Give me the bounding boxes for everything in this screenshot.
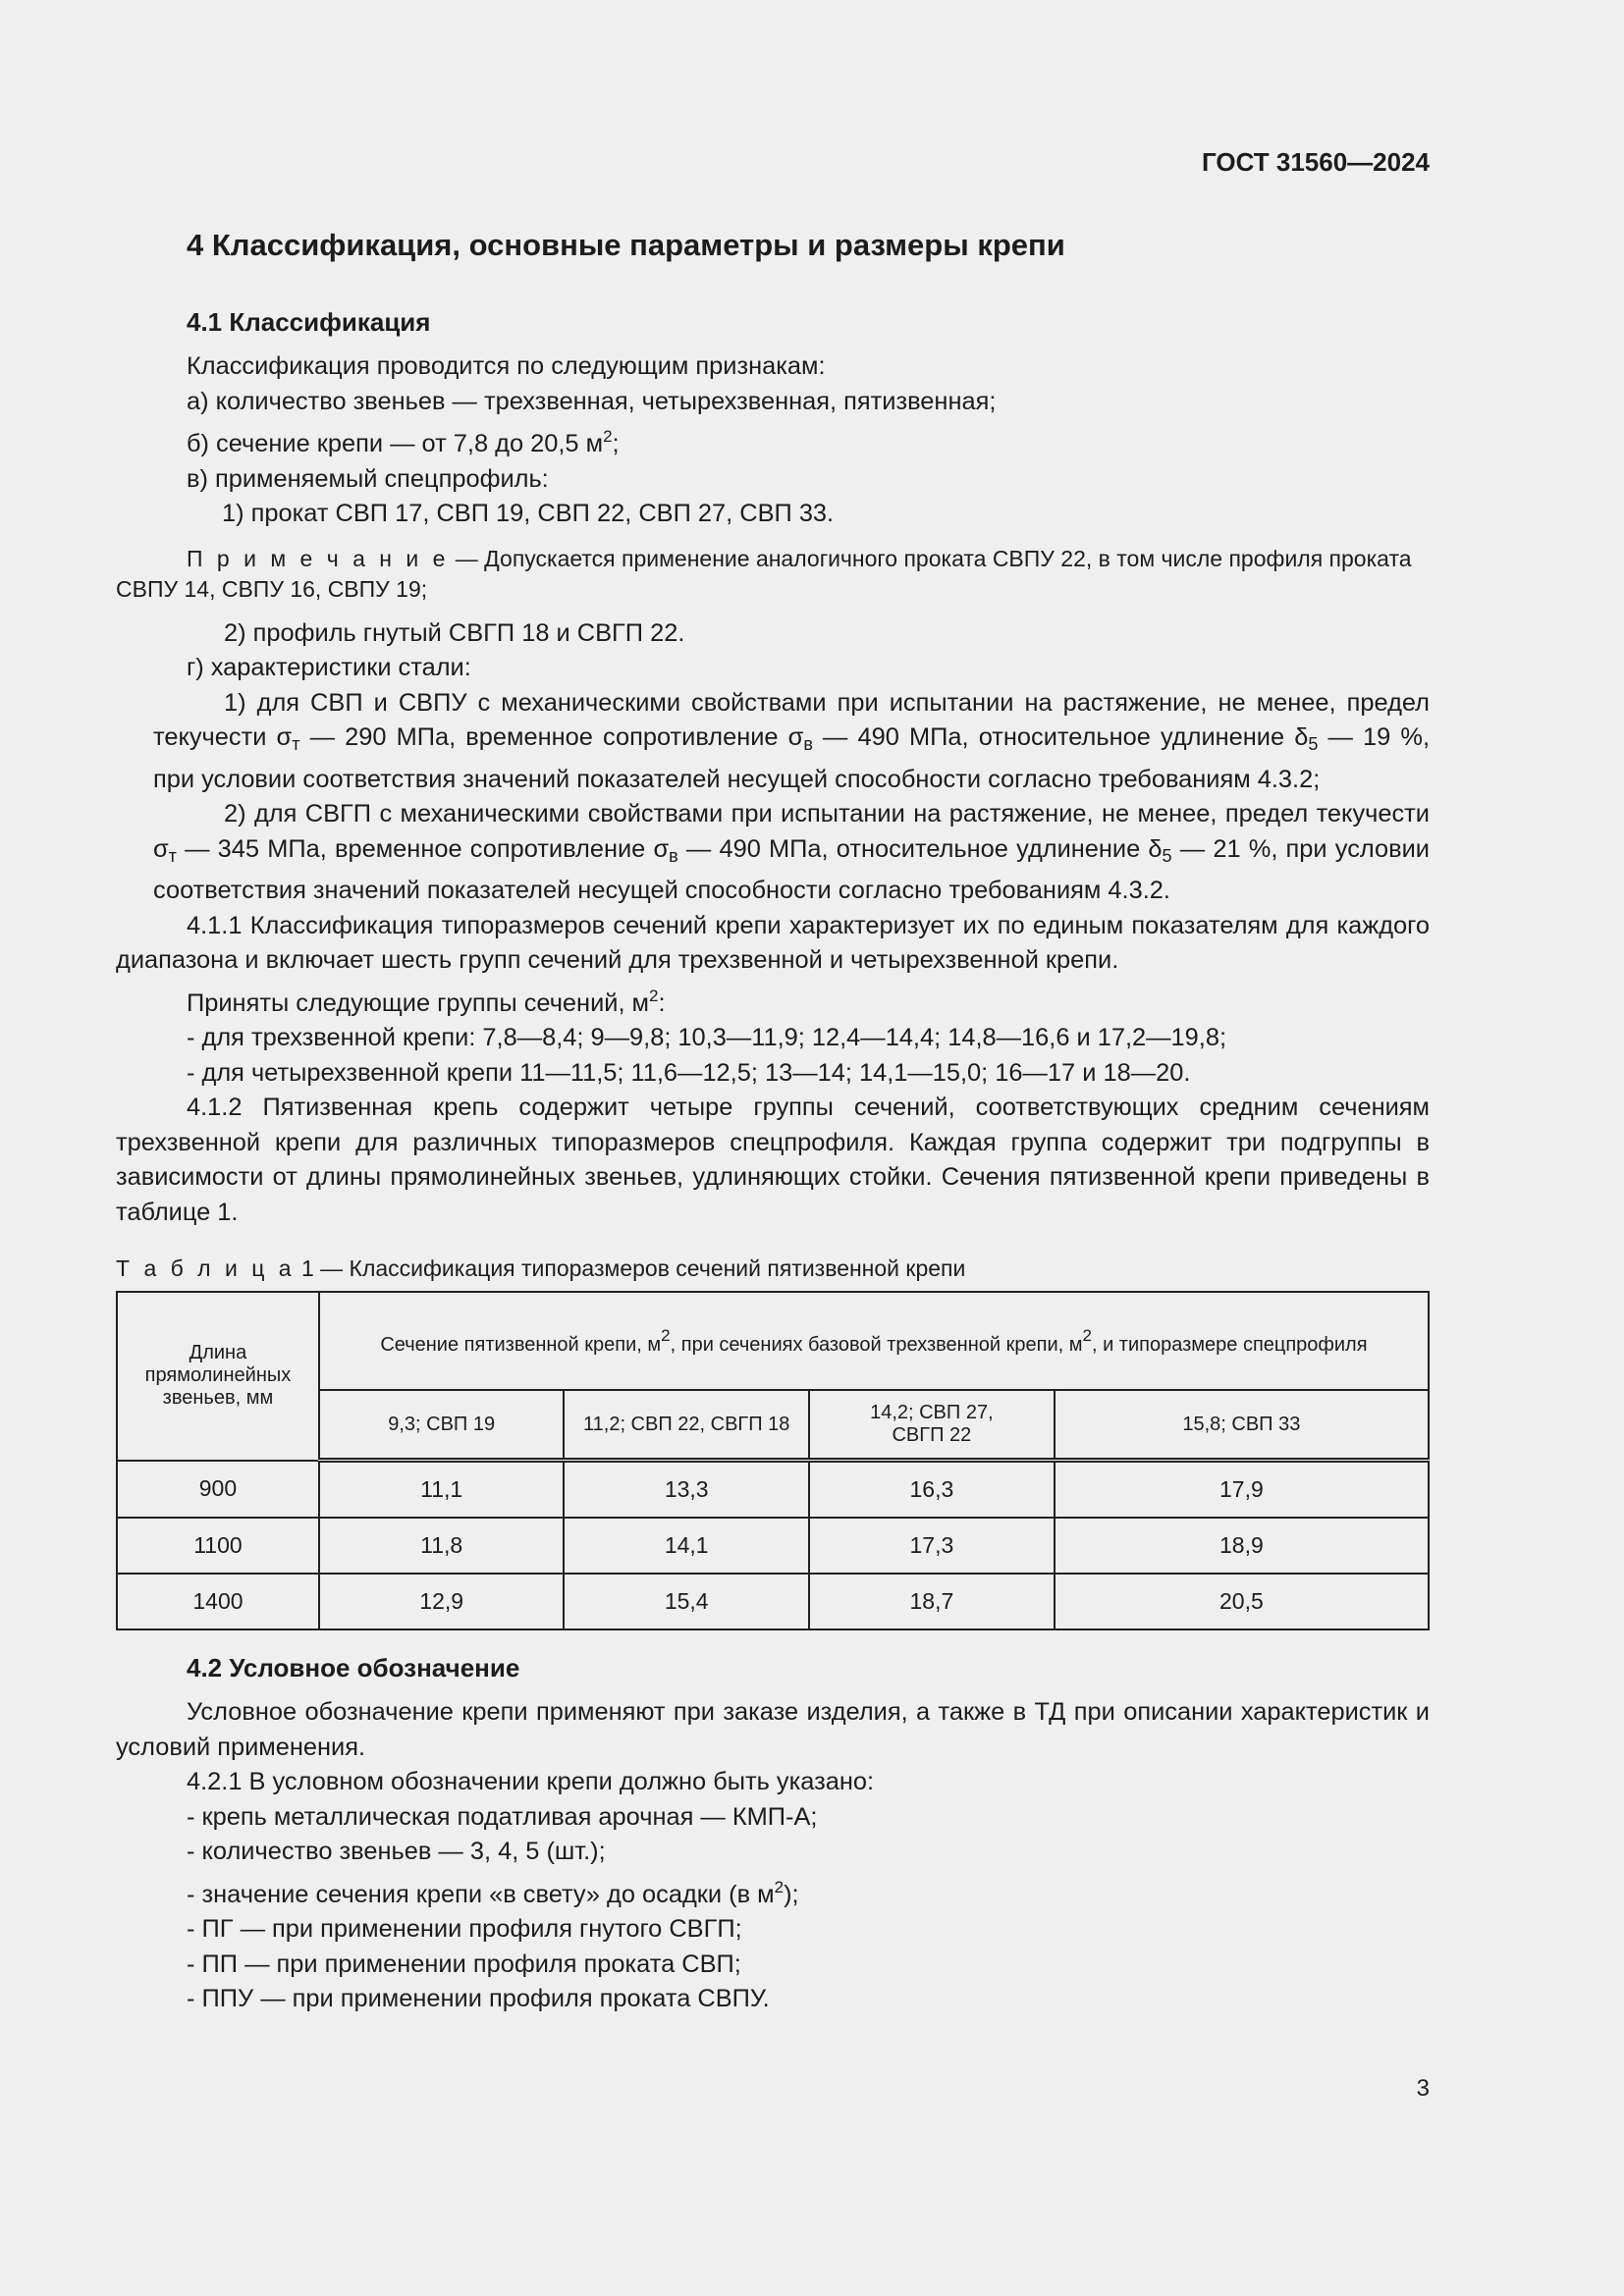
classification-table xyxy=(116,1291,1430,1630)
header-subcol: 11,2; СВП 22, СВГП 18 xyxy=(564,1390,809,1461)
designation-item: - ПГ — при применении профиля гнутого СВГП; xyxy=(187,1915,742,1943)
designation-intro: Условное обозначение крепи применяют при заказе изделия, а также в ТД при описании характеристик и условий применения. xyxy=(116,1698,1430,1761)
table-cell: 12,9 xyxy=(319,1574,565,1629)
designation-item: - ПП — при применении профиля проката СВП; xyxy=(187,1949,741,1978)
page-number: 3 xyxy=(1416,2075,1430,2102)
table-row xyxy=(117,1461,1429,1519)
table-caption-label: Т а б л и ц а xyxy=(116,1255,296,1281)
list-item-b xyxy=(116,419,1430,462)
table-cell: 11,8 xyxy=(319,1518,565,1574)
header-section-span xyxy=(319,1292,1429,1390)
table-cell: 18,7 xyxy=(809,1574,1055,1629)
superscript: 2 xyxy=(603,427,613,446)
header-length: Длина прямолинейных звеньев, мм xyxy=(117,1292,319,1461)
table-cell: 17,3 xyxy=(809,1518,1055,1574)
g1-part3: — 490 МПа, относительное удлинение δ xyxy=(812,723,1309,751)
subscript: в xyxy=(669,845,678,866)
superscript: 2 xyxy=(774,1877,785,1896)
table-cell: 14,1 xyxy=(564,1518,809,1574)
document-code: ГОСТ 31560—2024 xyxy=(1202,147,1430,177)
list-item-v1: 1) прокат СВП 17, СВП 19, СВП 22, СВП 27, СВП 33. xyxy=(222,500,835,527)
superscript: 2 xyxy=(661,1325,671,1345)
g1-part2: — 290 МПа, временное сопротивление σ xyxy=(299,723,804,751)
groups-four-link: - для четырехзвенной крепи 11—11,5; 11,6—12,5; 13—14; 14,1—15,0; 16—17 и 18—20. xyxy=(187,1058,1191,1087)
table-caption-text: 1 — Классификация типоразмеров сечений пятизвенной крепи xyxy=(295,1255,966,1281)
page-content xyxy=(116,222,1430,2017)
table-cell: 17,9 xyxy=(1055,1461,1429,1519)
paragraph-4-1-1: 4.1.1 Классификация типоразмеров сечений крепи характеризует их по единым показателям для каждого диапазона и включает шесть групп сечений для трехзвенной и четырехзвенной крепи. xyxy=(116,911,1430,974)
list-item-g1 xyxy=(116,686,1430,798)
groups-intro xyxy=(116,979,1430,1022)
superscript: 2 xyxy=(649,986,659,1005)
note-label: П р и м е ч а н и е xyxy=(187,545,450,571)
list-item-g: г) характеристики стали: xyxy=(187,654,471,681)
table-cell: 15,4 xyxy=(564,1574,809,1629)
g2-part1: 2) для СВГП с механическими свойствами при испытании на растяжение, не менее, предел текучести σ xyxy=(153,800,1430,863)
designation-item-text: - значение сечения крепи «в свету» до осадки (в м xyxy=(187,1880,775,1908)
table-cell: 20,5 xyxy=(1055,1574,1429,1629)
superscript: 2 xyxy=(1082,1325,1092,1345)
table-row xyxy=(117,1574,1429,1629)
paragraph-4-1-2: 4.1.2 Пятизвенная крепь содержит четыре группы сечений, соответствующих средним сечениям трехзвенной крепи для различных типоразмеров спецпрофиля. Каждая группа содержит три подгруппы в зависимости от длины прямолинейных звеньев, удлиняющих стойки. Сечения пятизвенной крепи приведены в таблице 1. xyxy=(116,1094,1430,1226)
table-cell: 900 xyxy=(117,1461,319,1519)
groups-three-link: - для трехзвенной крепи: 7,8—8,4; 9—9,8; 10,3—11,9; 12,4—14,4; 14,8—16,6 и 17,2—19,8; xyxy=(187,1024,1227,1051)
section-4-title: 4 Классификация, основные параметры и размеры крепи xyxy=(187,228,1065,262)
table-cell: 13,3 xyxy=(564,1461,809,1519)
table-row xyxy=(117,1518,1429,1574)
subscript: т xyxy=(168,845,177,866)
list-item-g2 xyxy=(116,797,1430,909)
header-subcol: 15,8; СВП 33 xyxy=(1055,1390,1429,1461)
note-text: — Допускается применение аналогичного проката СВПУ 22, в том числе профиля проката СВПУ 14, СВПУ 16, СВПУ 19; xyxy=(116,545,1412,602)
subscript: 5 xyxy=(1162,845,1172,866)
subsection-4-2-title: 4.2 Условное обозначение xyxy=(187,1653,520,1682)
list-item-v2: 2) профиль гнутый СВГП 18 и СВГП 22. xyxy=(224,618,685,647)
designation-item-end: ); xyxy=(784,1880,799,1908)
header-span-text: , при сечениях базовой трехзвенной крепи, м xyxy=(670,1333,1083,1356)
subscript: в xyxy=(803,734,813,754)
classification-intro: Классификация проводится по следующим признакам: xyxy=(187,352,826,380)
list-item-b-end: ; xyxy=(612,430,620,457)
designation-item xyxy=(116,1870,1430,1913)
designation-item: - крепь металлическая податливая арочная — КМП-А; xyxy=(187,1802,818,1831)
table-cell: 1100 xyxy=(117,1518,319,1574)
note xyxy=(116,544,1430,605)
header-span-text: , и типоразмере спецпрофиля xyxy=(1091,1333,1368,1356)
g1-part1: 1) для СВП и СВПУ с механическими свойствами при испытании на растяжение, не менее, предел текучести σ xyxy=(153,688,1430,751)
subscript: т xyxy=(292,734,300,754)
table-cell: 18,9 xyxy=(1055,1518,1429,1574)
g2-part2: — 345 МПа, временное сопротивление σ xyxy=(176,834,670,863)
list-item-a: а) количество звеньев — трехзвенная, четырехзвенная, пятизвенная; xyxy=(187,387,997,415)
header-span-text: Сечение пятизвенной крепи, м xyxy=(380,1333,662,1356)
table-cell: 1400 xyxy=(117,1574,319,1629)
groups-intro-text: Приняты следующие группы сечений, м xyxy=(187,988,650,1017)
groups-intro-end: : xyxy=(658,988,666,1017)
designation-item: - ППУ — при применении профиля проката СВПУ. xyxy=(187,1985,770,2012)
designation-item: - количество звеньев — 3, 4, 5 (шт.); xyxy=(187,1838,606,1865)
paragraph-4-2-1: 4.2.1 В условном обозначении крепи должно быть указано: xyxy=(187,1768,875,1795)
table-cell: 11,1 xyxy=(319,1461,565,1519)
table-caption xyxy=(116,1254,1430,1283)
g2-part3: — 490 МПа, относительное удлинение δ xyxy=(677,834,1163,863)
g1-part4: — 19 %, при условии соответствия значений показателей несущей способности согласно требованиям 4.3.2; xyxy=(153,723,1431,793)
list-item-v: в) применяемый спецпрофиль: xyxy=(187,464,549,493)
header-subcol: 14,2; СВП 27, СВГП 22 xyxy=(809,1390,1055,1461)
g2-part4: — 21 %, при условии соответствия значений показателей несущей способности согласно требованиям 4.3.2. xyxy=(153,834,1430,904)
header-subcol: 9,3; СВП 19 xyxy=(319,1390,565,1461)
subscript: 5 xyxy=(1308,734,1319,754)
table-cell: 16,3 xyxy=(809,1461,1055,1519)
subsection-4-1-title: 4.1 Классификация xyxy=(187,307,431,337)
list-item-b-text: б) сечение крепи — от 7,8 до 20,5 м xyxy=(187,430,604,457)
